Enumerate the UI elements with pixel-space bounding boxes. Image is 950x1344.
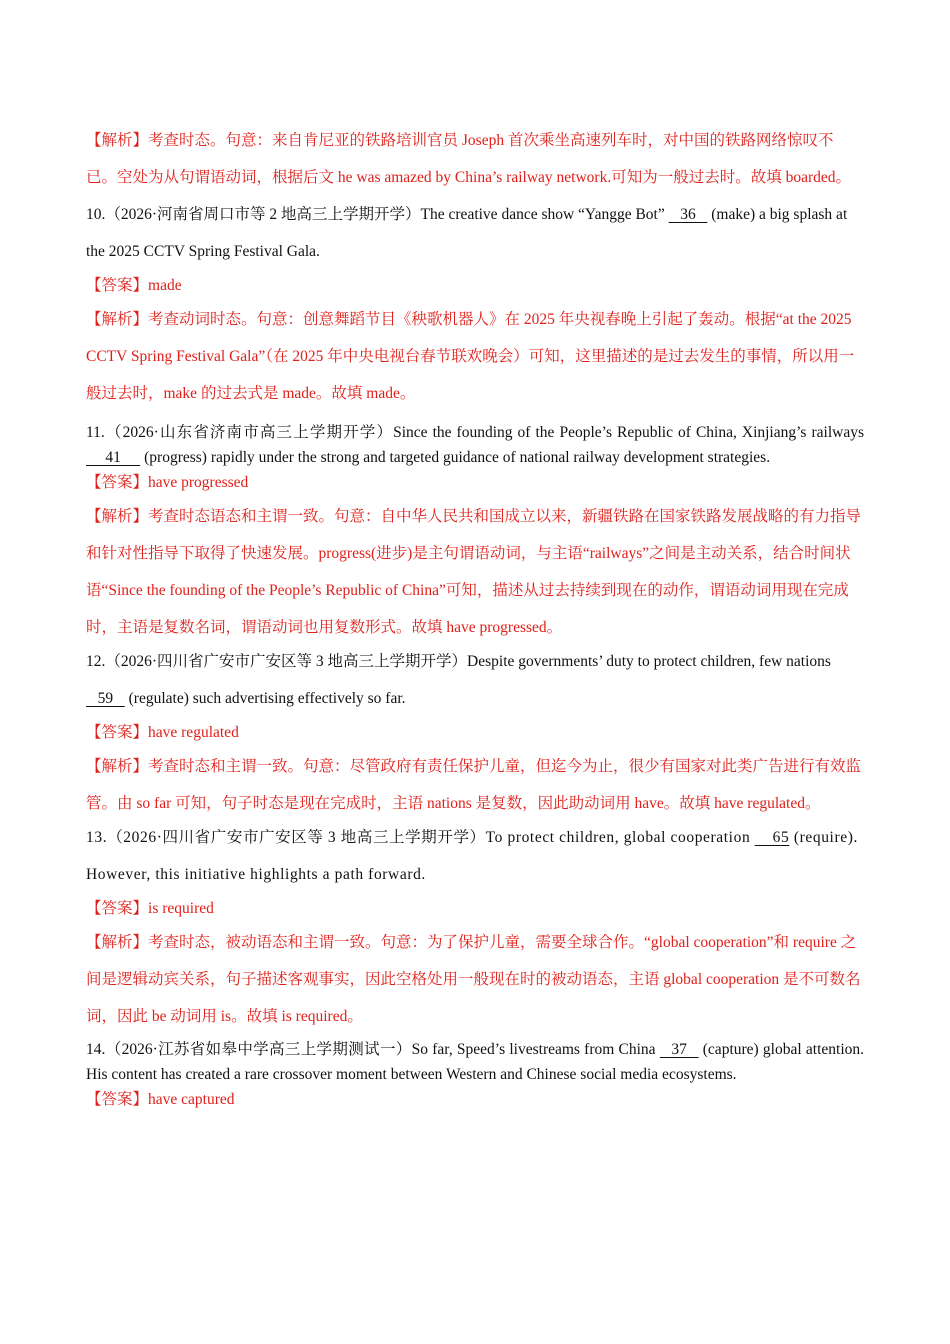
analysis-text: 考查时态，被动语态和主谓一致。句意：为了保护儿童，需要全球合作。“global cooperation”和 require 之间是逻辑动宾关系，句子描述客观事实，因此空格处用一般现在时的被动语态，主语 global cooperation 是不可数名词，因此 be 动词用 is。故填 is required。 <box>86 934 861 1025</box>
answer-blank: 59 <box>86 690 125 707</box>
answer-label: 【答案】 <box>86 474 149 491</box>
analysis-label: 【解析】 <box>86 758 149 775</box>
q9-analysis <box>86 122 864 196</box>
answer-text: is required <box>148 900 214 917</box>
question-source: （2026·江苏省如皋中学高三上学期测试一） <box>105 1041 412 1058</box>
question-text: (require). However, this initiative highlights a path forward. <box>86 829 858 883</box>
answer-blank: 65 <box>754 829 790 846</box>
q12-analysis <box>86 748 864 822</box>
q10-question <box>86 196 864 270</box>
question-text: Since the founding of the People’s Republic of China, Xinjiang’s railways <box>393 424 864 441</box>
analysis-text: 考查时态语态和主谓一致。句意：自中华人民共和国成立以来，新疆铁路在国家铁路发展战略的有力指导和针对性指导下取得了快速发展。progress(进步)是主句谓语动词，与主语“railways”之间是主动关系，结合时间状语“Since the founding of the People’s Republic of China”可知，描述从过去持续到现在的动作，谓语动词用现在完成时，主语是复数名词，谓语动词也用复数形式。故填 have progressed。 <box>86 508 862 636</box>
question-text: So far, Speed’s livestreams from China <box>411 1041 660 1058</box>
question-text: (make) a big splash at the 2025 CCTV Spring Festival Gala. <box>86 206 848 260</box>
analysis-label: 【解析】 <box>86 508 149 525</box>
q10-analysis <box>86 301 864 412</box>
q13-question <box>86 819 864 893</box>
question-text: Despite governments’ duty to protect children, few nations <box>467 653 831 670</box>
answer-label: 【答案】 <box>86 724 149 741</box>
q13-analysis <box>86 924 864 1035</box>
q11-question <box>86 420 864 470</box>
analysis-text: 考查时态。句意：来自肯尼亚的铁路培训官员 Joseph 首次乘坐高速列车时，对中国的铁路网络惊叹不已。空处为从句谓语动词，根据后文 he was amazed by China’s railway network.可知为一般过去时。故填 boarded。 <box>86 132 851 186</box>
question-number: 10. <box>86 206 106 223</box>
q11-answer <box>86 470 864 495</box>
analysis-label: 【解析】 <box>86 311 149 328</box>
answer-blank: 37 <box>659 1041 699 1058</box>
answer-text: have progressed <box>148 474 249 491</box>
answer-text: have regulated <box>148 724 239 741</box>
question-text: To protect children, global cooperation <box>485 829 755 846</box>
q14-question <box>86 1037 864 1087</box>
document-page <box>86 122 864 1112</box>
question-number: 13. <box>86 829 108 846</box>
question-number: 11. <box>86 424 105 441</box>
answer-text: have captured <box>148 1091 235 1108</box>
q12-question <box>86 643 864 717</box>
q10-answer <box>86 267 864 304</box>
question-text: (progress) rapidly under the strong and targeted guidance of national railway development strategies. <box>140 449 771 466</box>
q14-answer <box>86 1087 864 1112</box>
analysis-text: 考查动词时态。句意：创意舞蹈节目《秧歌机器人》在 2025 年央视春晚上引起了轰动。根据“at the 2025 CCTV Spring Festival Gala”（在 2025 年中央电视台春节联欢晚会）可知，这里描述的是过去发生的事情，所以用一般过去时，make 的过去式是 made。故填 made。 <box>86 311 855 402</box>
analysis-label: 【解析】 <box>86 934 149 951</box>
answer-label: 【答案】 <box>86 1091 149 1108</box>
answer-blank: 36 <box>668 206 708 223</box>
question-text: The creative dance show “Yangge Bot” <box>420 206 669 223</box>
q13-answer <box>86 890 864 927</box>
answer-text: made <box>148 277 182 294</box>
answer-label: 【答案】 <box>86 277 149 294</box>
question-source: （2026·河南省周口市等 2 地高三上学期开学） <box>105 206 421 223</box>
analysis-text: 考查时态和主谓一致。句意：尽管政府有责任保护儿童，但迄今为止，很少有国家对此类广告进行有效监管。由 so far 可知，句子时态是现在完成时，主语 nations 是复数，因此助动词用 have。故填 have regulated。 <box>86 758 862 812</box>
question-source: （2026·四川省广安市广安区等 3 地高三上学期开学） <box>107 829 486 846</box>
question-source: （2026·山东省济南市高三上学期开学） <box>104 424 394 441</box>
question-number: 14. <box>86 1041 106 1058</box>
q11-analysis <box>86 498 864 646</box>
answer-label: 【答案】 <box>86 900 149 917</box>
q12-answer <box>86 714 864 751</box>
question-number: 12. <box>86 653 106 670</box>
answer-blank: 41 <box>86 449 141 466</box>
question-source: （2026·四川省广安市广安区等 3 地高三上学期开学） <box>105 653 468 670</box>
question-text: (capture) global attention. His content has created a rare crossover moment between Western and Chinese social media ecosystems. <box>86 1041 864 1083</box>
analysis-label: 【解析】 <box>86 132 149 149</box>
question-text: (regulate) such advertising effectively so far. <box>124 690 406 707</box>
